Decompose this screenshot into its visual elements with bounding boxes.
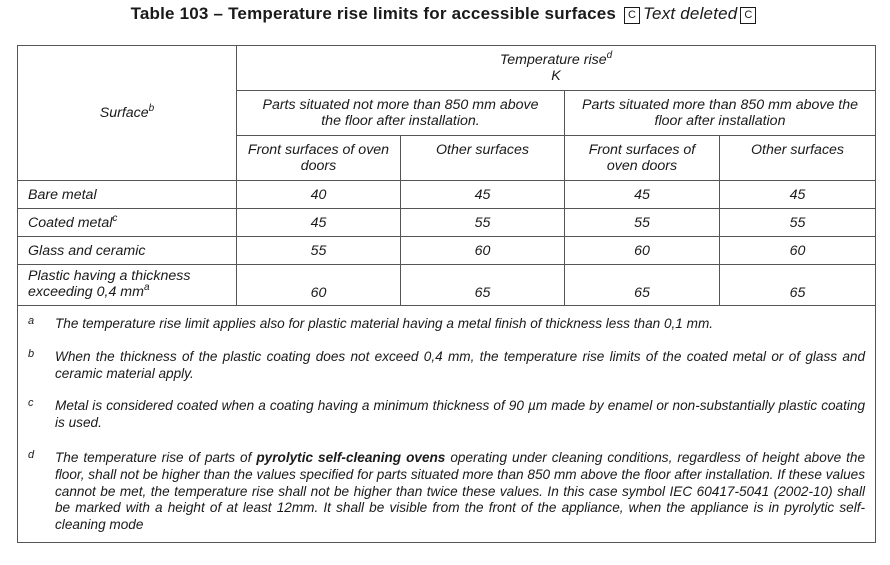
row-surface-text-line2: exceeding 0,4 mm bbox=[28, 283, 144, 300]
cell-value: 55 bbox=[401, 209, 565, 237]
col-header-front-high: Front surfaces of oven doors bbox=[565, 136, 720, 181]
row-surface-label bbox=[18, 209, 237, 237]
cell-value: 45 bbox=[565, 181, 720, 209]
cell-value: 55 bbox=[565, 209, 720, 237]
footnote-mark: c bbox=[28, 397, 34, 410]
footnote-text-part: The temperature rise of parts of bbox=[55, 449, 257, 465]
row-surface-text-line1: Plastic having a thickness bbox=[28, 267, 191, 284]
footnote-text bbox=[18, 450, 875, 534]
surface-header-note-ref: b bbox=[148, 103, 155, 114]
footnote-d bbox=[18, 450, 875, 534]
cell-value: 60 bbox=[401, 237, 565, 265]
row-surface-label: Bare metal bbox=[18, 181, 237, 209]
cell-value: 60 bbox=[237, 265, 401, 306]
cell-value: 55 bbox=[237, 237, 401, 265]
row-note-ref: a bbox=[143, 281, 150, 293]
temperature-rise-unit: K bbox=[551, 68, 561, 84]
cell-value: 45 bbox=[401, 181, 565, 209]
col-header-other-high: Other surfaces bbox=[720, 136, 876, 181]
col-header-front-low: Front surfaces of oven doors bbox=[237, 136, 401, 181]
table-title-text: Table 103 – Temperature rise limits for accessible surfaces bbox=[130, 4, 617, 23]
table-row bbox=[18, 181, 876, 209]
amendment-end-marker: C bbox=[740, 7, 756, 24]
table-row bbox=[18, 237, 876, 265]
cell-value: 55 bbox=[720, 209, 876, 237]
amendment-start-marker: C bbox=[624, 7, 640, 24]
text-deleted-label: Text deleted bbox=[643, 4, 738, 23]
col-header-other-low: Other surfaces bbox=[401, 136, 565, 181]
group-header-high: Parts situated more than 850 mm above the floor after installation bbox=[565, 91, 876, 136]
temperature-rise-label: Temperature rise bbox=[499, 52, 607, 68]
footnote-a bbox=[18, 316, 875, 333]
cell-value: 45 bbox=[237, 209, 401, 237]
surface-header bbox=[18, 46, 237, 181]
footnote-mark: b bbox=[28, 347, 35, 360]
footnote-text: The temperature rise limit applies also for plastic material having a metal finish of thickness less than 0,1 mm. bbox=[55, 316, 714, 331]
row-surface-label: Glass and ceramic bbox=[18, 237, 237, 265]
footnote-b bbox=[18, 349, 875, 383]
cell-value: 65 bbox=[565, 265, 720, 306]
footnote-mark: a bbox=[28, 315, 35, 327]
table-title bbox=[0, 4, 890, 30]
temperature-rise-table bbox=[17, 45, 876, 543]
footnote-text: When the thickness of the plastic coating does not exceed 0,4 mm, the temperature rise limits of the coated metal or of glass and ceramic material apply. bbox=[55, 348, 866, 381]
temperature-rise-note-ref: d bbox=[606, 50, 613, 61]
footnote-bold-term: pyrolytic self-cleaning ovens bbox=[256, 449, 446, 465]
cell-value: 60 bbox=[565, 237, 720, 265]
temperature-rise-header bbox=[237, 46, 876, 91]
row-surface-text: Coated metal bbox=[28, 214, 113, 231]
cell-value: 60 bbox=[720, 237, 876, 265]
cell-value: 45 bbox=[720, 181, 876, 209]
footnote-text-part: operating under cleaning conditions, regardless of height above the floor, shall not be higher than the values specified for parts situated more than 850 mm above the floor after installation. If these values cannot be met, the temperature rise shall not be higher than twice these values. In this case symbol IEC 60417-5041 (2002-10) shall be marked with a height of at least 12mm. It shall be visible from the front of the appliance, when the appliance is in pyrolytic self-cleaning mode bbox=[55, 449, 866, 533]
table-row bbox=[18, 209, 876, 237]
cell-value: 65 bbox=[401, 265, 565, 306]
cell-value: 40 bbox=[237, 181, 401, 209]
footnote-mark: d bbox=[28, 448, 35, 461]
row-surface-label bbox=[18, 265, 237, 306]
table-row bbox=[18, 265, 876, 306]
row-note-ref: c bbox=[112, 212, 118, 224]
table-footnotes bbox=[18, 306, 876, 543]
footnote-text: Metal is considered coated when a coating having a minimum thickness of 90 µm made by enamel or non-substantially plastic coating is used. bbox=[55, 398, 866, 431]
surface-header-label: Surface bbox=[99, 105, 149, 121]
group-header-low: Parts situated not more than 850 mm above the floor after installation. bbox=[237, 91, 565, 136]
footnote-c bbox=[18, 398, 875, 432]
cell-value: 65 bbox=[720, 265, 876, 306]
